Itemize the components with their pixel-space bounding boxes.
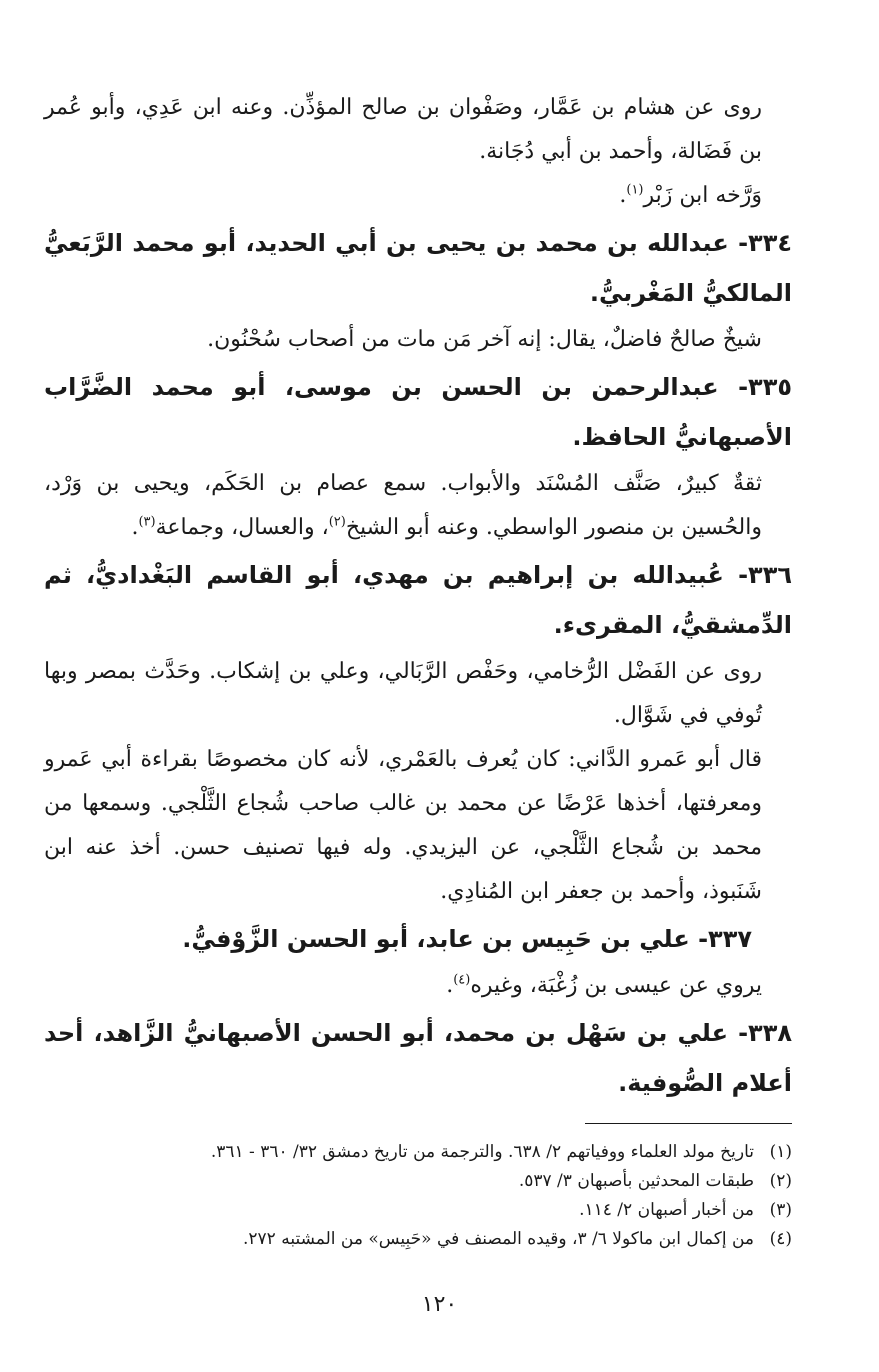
paragraph-bio-335: ثقةٌ كبيرٌ، صَنَّف المُسْنَد والأبواب. سمع عصام بن الحَكَم، ويحيى بن وَرْد، والحُسين بن منصور الواسطي. وعنه أبو الشيخ$^{(٢)}$، والعسال، وجماعة$^{(٣)}$.: [44, 471, 762, 540]
footnote-number: (١): [769, 1142, 792, 1162]
entry-heading-336: ٣٣٦- عُبيدالله بن إبراهيم بن مهدي، أبو القاسم البَغْداديُّ، ثم الدِّمشقيُّ، المقرىء.: [44, 561, 792, 639]
footnote-number: (٣): [769, 1200, 792, 1220]
paragraph-narrators-333: روى عن هشام بن عَمَّار، وصَفْوان بن صالح المؤذِّن. وعنه ابن عَدِي، وأبو عُمر بن فَضَالة، وأحمد بن أبي دُجَانة.: [44, 95, 762, 164]
footnote-3: [44, 1196, 792, 1225]
footnotes-section: [44, 1138, 792, 1254]
entry-heading-338: ٣٣٨- علي بن سَهْل بن محمد، أبو الحسن الأصبهانيُّ الزَّاهد، أحد أعلام الصُّوفية.: [44, 1019, 792, 1097]
footnote-text: طبقات المحدثين بأصبهان ٣/ ٥٣٧.: [518, 1171, 754, 1191]
paragraph-dani-quote-336: قال أبو عَمرو الدَّاني: كان يُعرف بالعَمْري، لأنه كان مخصوصًا بقراءة أبي عَمرو ومعرفتها، أخذها عَرْضًا عن محمد بن غالب صاحب شُجاع الثَّلْجي. وسمعها من محمد بن شُجاع الثَّلْجي، عن اليزيدي. وله فيها تصنيف حسن. أخذ عنه ابن شَنَبوذ، وأحمد بن جعفر ابن المُنادِي.: [44, 747, 762, 904]
paragraph-narrators-336: روى عن الفَضْل الرُّخامي، وحَفْص الرَّبَالي، وعلي بن إشكاب. وحَدَّث بمصر وبها تُوفي في شَوَّال.: [44, 659, 762, 728]
entry-heading-334: ٣٣٤- عبدالله بن محمد بن يحيى بن أبي الحديد، أبو محمد الرَّبَعيُّ المالكيُّ المَغْربيُّ.: [44, 229, 792, 307]
footnote-4: [44, 1225, 792, 1254]
footnote-text: تاريخ مولد العلماء ووفياتهم ٢/ ٦٣٨. والترجمة من تاريخ دمشق ٣٢/ ٣٦٠ - ٣٦١.: [210, 1142, 754, 1162]
footnote-number: (٢): [769, 1171, 792, 1191]
footnote-1: [44, 1138, 792, 1167]
footnote-text: من إكمال ابن ماكولا ٦/ ٣، وقيده المصنف في «حَبِيس» من المشتبه ٢٧٢.: [243, 1229, 754, 1249]
paragraph-bio-337: يروي عن عيسى بن زُغْبَة، وغيره$^{(٤)}$.: [446, 972, 762, 998]
footnote-ref-4[interactable]: (٤): [453, 972, 471, 988]
main-text: [44, 86, 792, 1108]
footnote-ref-1[interactable]: (١): [626, 182, 644, 198]
footnote-2: [44, 1167, 792, 1196]
entry-heading-335: ٣٣٥- عبدالرحمن بن الحسن بن موسى، أبو محمد الضَّرَّاب الأصبهانيُّ الحافظ.: [44, 373, 792, 451]
footnote-text: من أخبار أصبهان ٢/ ١١٤.: [579, 1200, 754, 1220]
footnote-ref-2[interactable]: (٢): [328, 514, 346, 530]
footnote-ref-3[interactable]: (٣): [138, 514, 156, 530]
footnote-divider: [585, 1123, 792, 1124]
footnote-number: (٤): [769, 1229, 792, 1249]
page-number: ١٢٠: [421, 1292, 458, 1317]
paragraph-dating-333: وَرَّخه ابن زَبْر$^{(١)}$.: [619, 182, 762, 208]
paragraph-bio-334: شيخٌ صالحٌ فاضلٌ، يقال: إنه آخر مَن مات من أصحاب سُحْنُون.: [207, 327, 762, 352]
entry-heading-337: ٣٣٧- علي بن حَبِيس بن عابد، أبو الحسن الزَّوْفيُّ.: [182, 925, 752, 953]
